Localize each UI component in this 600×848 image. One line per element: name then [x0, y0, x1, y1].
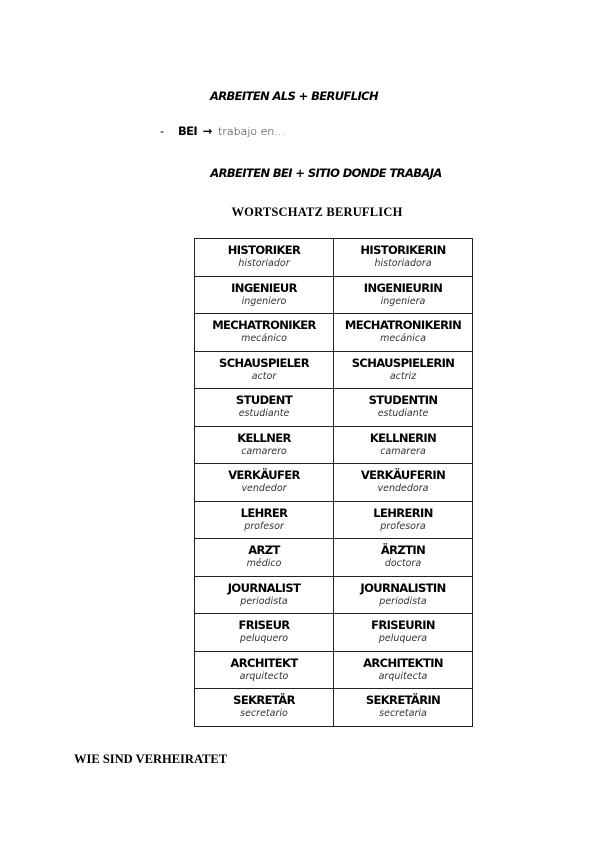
spanish-translation: periodista [240, 595, 288, 607]
german-word: SCHAUSPIELERIN [351, 355, 455, 370]
cell-feminine [334, 576, 473, 614]
cell-feminine [334, 351, 473, 389]
table-row [195, 651, 473, 689]
spanish-translation: ingeniera [380, 295, 426, 307]
spanish-translation: actor [251, 370, 277, 382]
cell-masculine [195, 614, 334, 652]
german-word: STUDENTIN [368, 393, 438, 408]
table-row [195, 276, 473, 314]
arrow-right-icon: → [202, 124, 213, 138]
spanish-translation: arquitecta [378, 670, 428, 682]
cell-feminine [334, 464, 473, 502]
cell-masculine [195, 501, 334, 539]
table-row [195, 501, 473, 539]
german-word: STUDENT [235, 393, 293, 408]
spanish-translation: estudiante [377, 408, 429, 420]
spanish-translation: arquitecto [239, 670, 289, 682]
spanish-translation: camarera [380, 445, 426, 457]
cell-masculine [195, 539, 334, 577]
spanish-translation: secretaria [379, 708, 427, 720]
spanish-translation: secretario [240, 708, 288, 720]
spanish-translation: peluquero [239, 633, 289, 645]
spanish-translation: camarero [241, 445, 287, 457]
german-word: SEKRETÄR [233, 693, 295, 708]
german-word: LEHRERIN [373, 505, 433, 520]
table-row [195, 464, 473, 502]
german-word: ARZT [248, 543, 280, 558]
german-word: FRISEURIN [371, 618, 435, 633]
spanish-translation: mecánico [241, 333, 287, 345]
german-word: HISTORIKER [227, 243, 301, 258]
spanish-translation: doctora [384, 558, 422, 570]
spanish-translation: historiador [238, 258, 290, 270]
german-word: HISTORIKERIN [360, 243, 446, 258]
german-word: SEKRETÄRIN [365, 693, 441, 708]
german-word: VERKÄUFERIN [360, 468, 446, 483]
cell-feminine [334, 689, 473, 727]
cell-feminine [334, 276, 473, 314]
spanish-translation: mecánica [380, 333, 426, 345]
german-word: LEHRER [240, 505, 288, 520]
cell-masculine [195, 651, 334, 689]
table-row [195, 426, 473, 464]
spanish-translation: profesora [380, 520, 426, 532]
table-row [195, 389, 473, 427]
cell-feminine [334, 314, 473, 352]
german-word: ARCHITEKTIN [363, 655, 443, 670]
vocab-table [194, 238, 473, 727]
spanish-translation: profesor [244, 520, 284, 532]
cell-masculine [195, 576, 334, 614]
cell-feminine [334, 539, 473, 577]
cell-masculine [195, 276, 334, 314]
spanish-translation: estudiante [238, 408, 290, 420]
cell-masculine [195, 426, 334, 464]
spanish-translation: periodista [379, 595, 427, 607]
spanish-translation: actriz [389, 370, 417, 382]
heading-arbeiten-als: ARBEITEN ALS + BERUFLICH [209, 89, 379, 103]
cell-feminine [334, 651, 473, 689]
spanish-translation: peluquera [378, 633, 428, 645]
german-word: MECHATRONIKERIN [344, 318, 462, 333]
cell-feminine [334, 614, 473, 652]
table-row [195, 314, 473, 352]
cell-feminine [334, 389, 473, 427]
table-row [195, 689, 473, 727]
vocab-table-body [195, 239, 473, 727]
german-word: VERKÄUFER [228, 468, 300, 483]
table-row [195, 239, 473, 277]
german-word: INGENIEUR [231, 280, 297, 295]
german-word: JOURNALIST [227, 580, 301, 595]
bullet-text: trabajo en... [218, 125, 285, 138]
german-word: SCHAUSPIELER [219, 355, 309, 370]
cell-masculine [195, 389, 334, 427]
table-row [195, 614, 473, 652]
bullet-keyword: BEI [178, 124, 198, 138]
spanish-translation: ingeniero [241, 295, 287, 307]
cell-masculine [195, 239, 334, 277]
footer-title: WIE SIND VERHEIRATET [74, 752, 228, 766]
german-word: KELLNER [237, 430, 291, 445]
german-word: KELLNERIN [369, 430, 437, 445]
cell-masculine [195, 351, 334, 389]
german-word: INGENIEURIN [363, 280, 443, 295]
spanish-translation: vendedor [241, 483, 287, 495]
cell-masculine [195, 314, 334, 352]
german-word: ÄRZTIN [380, 543, 426, 558]
heading-arbeiten-bei: ARBEITEN BEI + SITIO DONDE TRABAJA [210, 166, 442, 180]
cell-feminine [334, 501, 473, 539]
table-row [195, 539, 473, 577]
vocab-title: WORTSCHATZ BERUFLICH [231, 205, 403, 219]
cell-feminine [334, 239, 473, 277]
spanish-translation: historiadora [374, 258, 432, 270]
cell-masculine [195, 464, 334, 502]
bullet-bei [160, 124, 285, 138]
spanish-translation: médico [246, 558, 282, 570]
bullet-dash: - [160, 124, 165, 138]
cell-masculine [195, 689, 334, 727]
table-row [195, 576, 473, 614]
cell-feminine [334, 426, 473, 464]
german-word: JOURNALISTIN [360, 580, 446, 595]
spanish-translation: vendedora [377, 483, 429, 495]
german-word: ARCHITEKT [230, 655, 298, 670]
german-word: MECHATRONIKER [212, 318, 316, 333]
table-row [195, 351, 473, 389]
german-word: FRISEUR [238, 618, 290, 633]
